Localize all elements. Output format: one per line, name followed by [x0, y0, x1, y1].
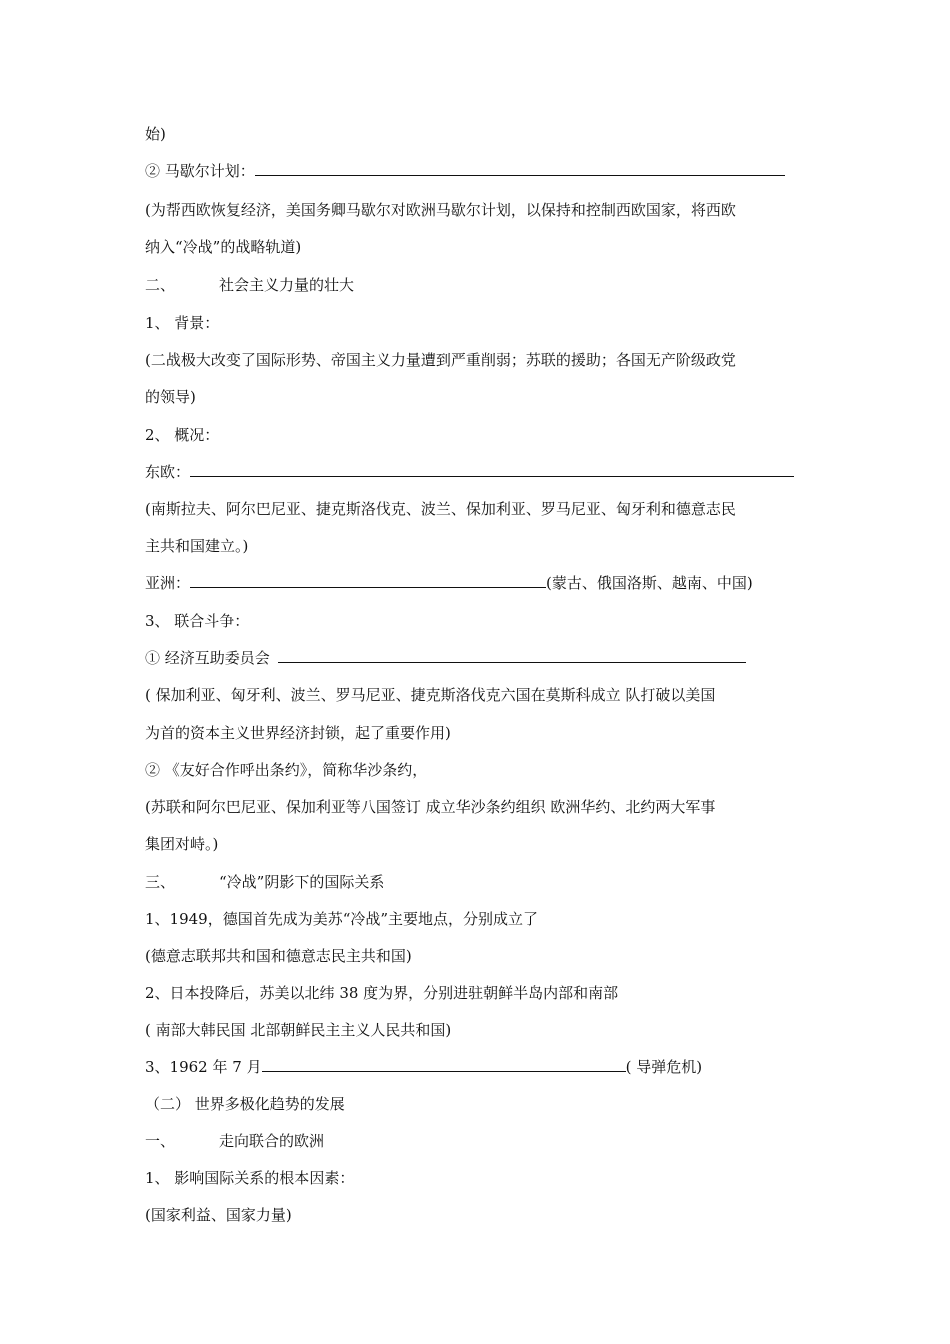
- line-text: (苏联和阿尔巴尼亚、保加利亚等八国签订 成立华沙条约组织 欧洲华约、北约两大军事: [145, 798, 716, 816]
- fill-in-blank[interactable]: [255, 161, 785, 176]
- line-label: 东欧：: [145, 463, 191, 481]
- section-heading: [145, 275, 354, 295]
- text-line: [145, 611, 249, 631]
- line-label: ① 经济互助委员会: [145, 649, 270, 667]
- section-title: 走向联合的欧洲: [219, 1132, 325, 1150]
- line-text: (二战极大改变了国际形势、帝国主义力量遭到严重削弱；苏联的援助；各国无产阶级政党: [145, 351, 736, 369]
- line-text: 1、 影响国际关系的根本因素：: [145, 1169, 355, 1187]
- line-text: 2、 概况：: [145, 426, 220, 444]
- line-text: (为帮西欧恢复经济，美国务卿马歇尔对欧洲马歇尔计划，以保持和控制西欧国家，将西欧: [145, 201, 736, 219]
- text-line: [145, 797, 715, 817]
- line-text: 的领导): [145, 388, 196, 406]
- fill-in-blank[interactable]: [190, 462, 794, 477]
- eastern-europe-line: [145, 462, 794, 482]
- line-text: 3、 联合斗争：: [145, 612, 250, 630]
- text-line: [145, 760, 427, 780]
- line-text: ( 南部大韩民国 北部朝鲜民主主义人民共和国): [145, 1021, 452, 1039]
- section-number: 二、: [145, 276, 176, 294]
- section-number: 三、: [145, 873, 176, 891]
- line-text: 1、 背景：: [145, 314, 220, 332]
- line-text: 集团对峙。): [145, 835, 219, 853]
- text-line: [145, 723, 451, 743]
- line-text: 2、日本投降后，苏美以北纬 38 度为界，分别进驻朝鲜半岛内部和南部: [145, 984, 619, 1002]
- line-label: ② 马歇尔计划：: [145, 162, 255, 180]
- marshall-plan-line: [145, 161, 785, 181]
- section-number: 一、: [145, 1132, 176, 1150]
- cuba-crisis-line: [145, 1057, 702, 1077]
- text-line: [145, 1020, 451, 1040]
- comecon-line: [145, 648, 746, 668]
- fill-in-blank[interactable]: [262, 1057, 626, 1072]
- text-line: [145, 983, 618, 1003]
- section-heading: [145, 1131, 324, 1151]
- text-line: [145, 1205, 292, 1225]
- line-text: (蒙古、俄国洛斯、越南、中国): [546, 574, 753, 592]
- line-text: 主共和国建立。): [145, 537, 249, 555]
- text-line: [145, 946, 412, 966]
- text-line: [145, 313, 219, 333]
- asia-line: [145, 573, 753, 593]
- line-text: 纳入“冷战”的战略轨道): [145, 238, 302, 256]
- text-line: [145, 536, 248, 556]
- line-text: 为首的资本主义世界经济封锁，起了重要作用): [145, 724, 451, 742]
- text-line: [145, 387, 196, 407]
- text-line: [145, 685, 715, 705]
- line-text: (南斯拉夫、阿尔巴尼亚、捷克斯洛伐克、波兰、保加利亚、罗马尼亚、匈牙利和德意志民: [145, 500, 736, 518]
- line-text: ( 保加利亚、匈牙利、波兰、罗马尼亚、捷克斯洛伐克六国在莫斯科成立 队打破以美国: [145, 686, 716, 704]
- line-text: (德意志联邦共和国和德意志民主共和国): [145, 947, 412, 965]
- line-text: 1、1949，德国首先成为美苏“冷战”主要地点，分别成立了: [145, 910, 539, 928]
- text-line: [145, 350, 736, 370]
- fill-in-blank[interactable]: [190, 573, 546, 588]
- text-line: [145, 499, 736, 519]
- section-heading: [145, 872, 384, 892]
- section-title: 社会主义力量的壮大: [219, 276, 355, 294]
- line-text: （二） 世界多极化趋势的发展: [145, 1095, 345, 1113]
- line-text: 始): [145, 125, 166, 143]
- line-text: ( 导弹危机): [625, 1058, 703, 1076]
- text-line: [145, 237, 301, 257]
- text-line: [145, 1168, 354, 1188]
- section-title: “冷战”阴影下的国际关系: [219, 873, 385, 891]
- text-line: [145, 124, 166, 144]
- subsection-heading: [145, 1094, 345, 1114]
- line-text: (国家利益、国家力量): [145, 1206, 292, 1224]
- text-line: [145, 200, 736, 220]
- fill-in-blank[interactable]: [278, 648, 746, 663]
- line-label: 3、1962 年 7 月: [145, 1058, 262, 1076]
- text-line: [145, 425, 219, 445]
- text-line: [145, 834, 218, 854]
- text-line: [145, 909, 538, 929]
- line-label: 亚洲：: [145, 574, 191, 592]
- line-text: ② 《友好合作呼出条约》，简称华沙条约，: [145, 761, 428, 779]
